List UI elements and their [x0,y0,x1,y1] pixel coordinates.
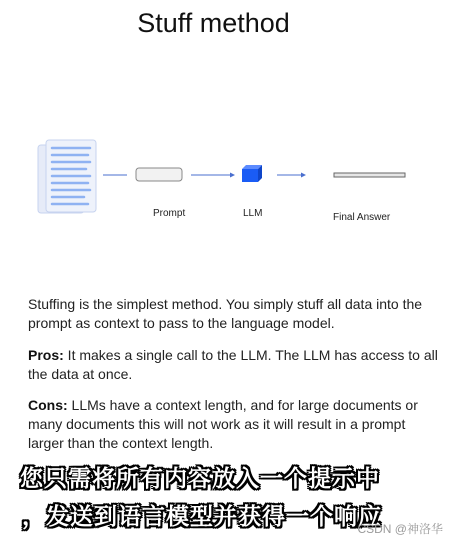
subtitle-line-1: 您只需将所有内容放入一个提示中 [20,466,380,492]
prompt-label: Prompt [153,208,186,219]
pros-paragraph [28,346,438,384]
pros-label: Pros: [28,347,64,363]
final-answer-bar [334,173,405,177]
intro-paragraph: Stuffing is the simplest method. You simply stuff all data into the prompt as context to pass to the language model. [28,296,423,331]
llm-label: LLM [243,208,263,219]
slide-title: Stuff method [137,8,290,38]
cons-label: Cons: [28,397,68,413]
csdn-watermark: CSDN @神洛华 [357,522,443,536]
prompt-box [136,168,182,181]
cons-text: LLMs have a context length, and for large documents or many documents this will not work as it will result in a prompt larger than the context length. [28,397,418,451]
pros-text: It makes a single call to the LLM. The LLM has access to all the data at once. [28,347,438,382]
final-answer-label: Final Answer [333,212,391,223]
cons-paragraph [28,396,438,453]
subtitle-line-2: ，发送到语言模型并获得一个响应 [22,504,382,530]
llm-cube-icon [242,165,262,182]
